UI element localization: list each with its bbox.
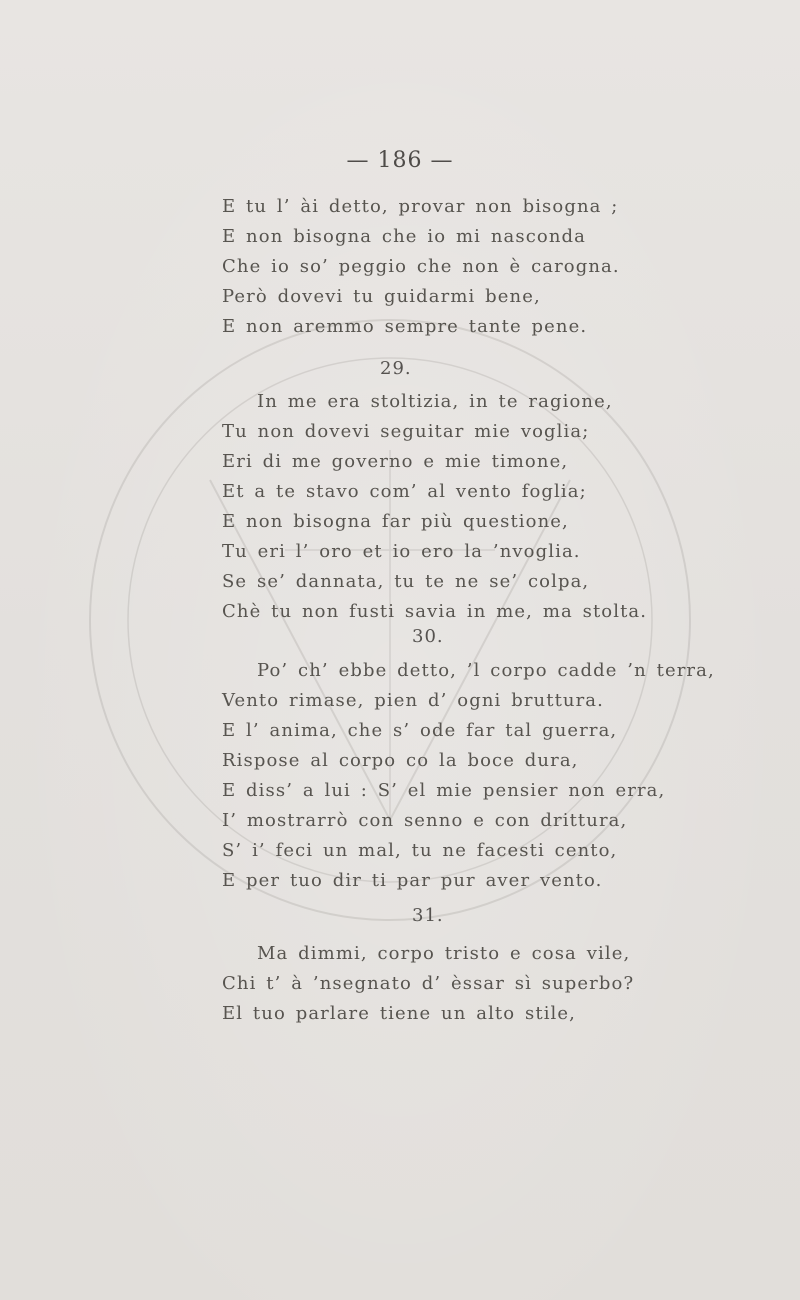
- verse-line: In me era stoltizia, in te ragione,: [257, 391, 613, 412]
- verse-line: E l’ anima, che s’ ode far tal guerra,: [222, 720, 618, 741]
- verse-line: Ma dimmi, corpo tristo e cosa vile,: [257, 943, 631, 964]
- verse-line: Che io so’ peggio che non è carogna.: [222, 256, 620, 277]
- verse-line: Se se’ dannata, tu te ne se’ colpa,: [222, 571, 590, 592]
- verse-line: Vento rimase, pien d’ ogni bruttura.: [222, 690, 604, 711]
- stanza-number: 30.: [412, 626, 444, 647]
- verse-line: S’ i’ feci un mal, tu ne facesti cento,: [222, 840, 618, 861]
- verse-line: E non bisogna far più questione,: [222, 511, 569, 532]
- verse-line: Tu eri l’ oro et io ero la ’nvoglia.: [222, 541, 581, 562]
- verse-line: Chè tu non fusti savia in me, ma stolta.: [222, 601, 648, 622]
- stanza-number: 29.: [380, 358, 412, 379]
- verse-line: Chi t’ à ’nsegnato d’ èssar sì superbo?: [222, 973, 635, 994]
- stanza-number: 31.: [412, 905, 444, 926]
- page-number: — 186 —: [346, 148, 454, 173]
- verse-line: I’ mostrarrò con senno e con drittura,: [222, 810, 628, 831]
- verse-line: Eri di me governo e mie timone,: [222, 451, 569, 472]
- verse-line: Et a te stavo com’ al vento foglia;: [222, 481, 587, 502]
- verse-line: E per tuo dir ti par pur aver vento.: [222, 870, 603, 891]
- verse-line: Però dovevi tu guidarmi bene,: [222, 286, 541, 307]
- verse-line: Tu non dovevi seguitar mie voglia;: [222, 421, 590, 442]
- verse-line: El tuo parlare tiene un alto stile,: [222, 1003, 576, 1024]
- verse-line: E non bisogna che io mi nasconda: [222, 226, 586, 247]
- verse-line: Po’ ch’ ebbe detto, ’l corpo cadde ’n terra,: [257, 660, 715, 681]
- verse-line: E diss’ a lui : S’ el mie pensier non erra,: [222, 780, 666, 801]
- verse-line: E non aremmo sempre tante pene.: [222, 316, 588, 337]
- verse-line: Rispose al corpo co la boce dura,: [222, 750, 579, 771]
- verse-line: E tu l’ ài detto, provar non bisogna ;: [222, 196, 619, 217]
